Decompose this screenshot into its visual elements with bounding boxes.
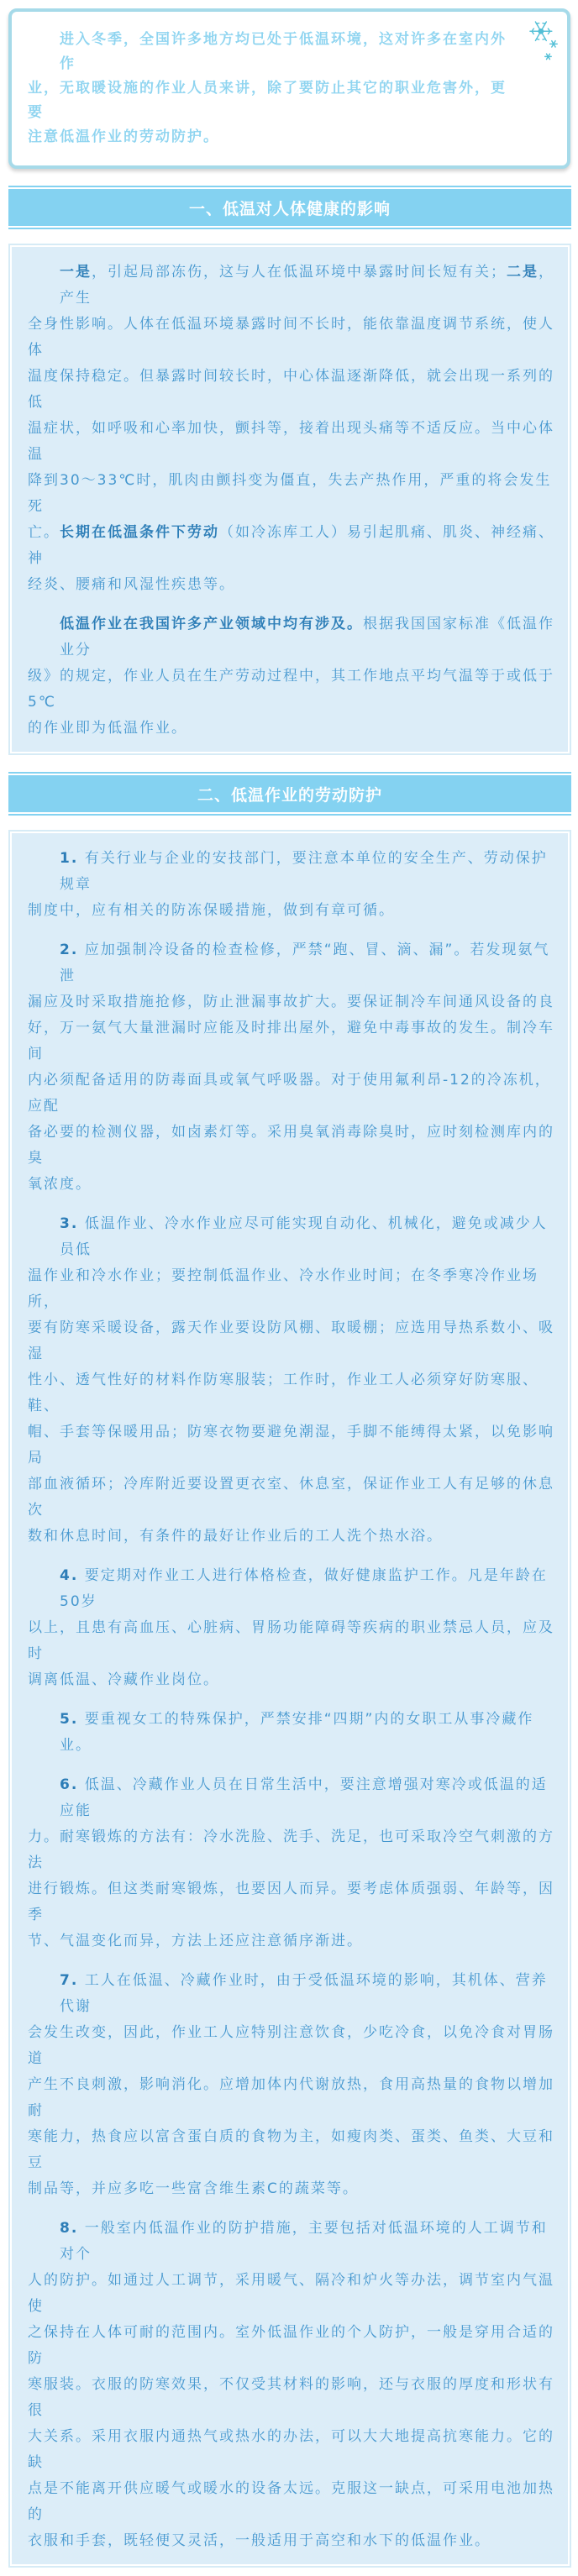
bold-text: 一是 (60, 264, 92, 281)
text-line (28, 2268, 554, 2320)
intro-line: 业，无取暖设施的作业人员来讲，除了要防止其它的职业危害外，更要 (28, 80, 507, 121)
text-line (28, 1563, 554, 1615)
text-line (28, 1524, 554, 1550)
text-line (28, 1419, 554, 1472)
text: 要定期对作业工人进行体格检查，做好健康监护工作。凡是年龄在50岁 (60, 1567, 548, 1610)
text: 数和休息时间，有条件的最好让作业后的工人洗个热水浴。 (28, 1528, 443, 1545)
text: 一般室内低温作业的防护措施，主要包括对低温环境的人工调节和对个 (60, 2220, 548, 2263)
bold-text: 4. (60, 1567, 79, 1584)
text: 应加强制冷设备的检查检修，严禁“跑、冒、滴、漏”。若发现氨气泄 (60, 942, 550, 984)
intro-line: 进入冬季，全国许多地方均已处于低温环境，这对许多在室内外作 (60, 31, 507, 72)
text: 进行锻炼。但这类耐寒锻炼，也要因人而异。要考虑体质强弱、年龄等，因季 (28, 1881, 554, 1923)
text: 经炎、腰痛和风湿性疾患等。 (28, 576, 235, 593)
section-1-box (8, 244, 571, 755)
text: 工人在低温、冷藏作业时，由于受低温环境的影响，其机体、营养代谢 (60, 1972, 548, 2015)
text-line (28, 1876, 554, 1928)
text: 温作业和冷水作业；要控制低温作业、冷水作业时间；在冬季寒冷作业场所， (28, 1267, 539, 1310)
text: 节、气温变化而异，方法上还应注意循序渐进。 (28, 1933, 363, 1949)
text: 之保持在人体可耐的范围内。室外低温作业的个人防护，一般是穿用合适的防 (28, 2324, 554, 2367)
text: 寒能力，热食应以富含蛋白质的食物为主，如瘦肉类、蛋类、鱼类、大豆和豆 (28, 2128, 554, 2171)
text-line (28, 1367, 554, 1419)
text: 人的防护。如通过人工调节，采用暖气、隔冷和炉火等办法，调节室内气温使 (28, 2272, 554, 2315)
paragraph (28, 1707, 554, 1759)
text-line (28, 2424, 554, 2476)
bold-text: 5. (60, 1711, 79, 1728)
text-line (28, 716, 554, 742)
text-line (28, 468, 554, 520)
text-line (28, 2320, 554, 2372)
snowflake-icon (525, 17, 560, 64)
paragraph (28, 260, 554, 598)
text-line (28, 989, 554, 1015)
text: 降到30～33℃时，肌肉由颤抖变为僵直，失去产热作用，严重的将会发生死 (28, 472, 552, 515)
text-line (28, 572, 554, 598)
intro-text (28, 28, 517, 150)
text: 性小、透气性好的材料作防寒服装；工作时，作业工人必须穿好防寒服、鞋、 (28, 1372, 539, 1414)
text: 级》的规定，作业人员在生产劳动过程中，其工作地点平均气温等于或低于5℃ (28, 668, 554, 711)
text-line (28, 2020, 554, 2072)
text-line (28, 1824, 554, 1876)
text: 衣服和手套，既轻便又灵活，一般适用于高空和水下的低温作业。 (28, 2532, 491, 2549)
text-line (28, 898, 554, 924)
text: ，引起局部冻伤，这与人在低温环境中暴露时间长短有关； (92, 264, 507, 281)
text-line (28, 937, 554, 989)
text-line (28, 664, 554, 716)
text-line (28, 1120, 554, 1172)
paragraph (28, 611, 554, 742)
text: 的作业即为低温作业。 (28, 720, 187, 737)
text-line (28, 1928, 554, 1954)
text: 点是不能离开供应暖气或暖水的设备太远。克服这一缺点，可采用电池加热的 (28, 2480, 554, 2523)
text: 氧浓度。 (28, 1176, 92, 1193)
text-line (28, 2072, 554, 2124)
text-line (28, 1968, 554, 2020)
text: 有关行业与企业的安技部门，要注意本单位的安全生产、劳动保护规章 (60, 850, 548, 893)
text-line (28, 1472, 554, 1524)
text: 部血液循环；冷库附近要设置更衣室、休息室，保证作业工人有足够的休息次 (28, 1476, 554, 1519)
text-line (28, 2476, 554, 2528)
text-line (28, 364, 554, 416)
text-line (28, 1667, 554, 1693)
text-line (28, 1772, 554, 1824)
paragraph (28, 1563, 554, 1693)
text: 根据我国国家标准《低温作业分 (60, 616, 554, 658)
text: 温症状，如呼吸和心率加快，颤抖等，接着出现头痛等不适反应。当中心体温 (28, 420, 554, 463)
bold-text: 二是 (507, 264, 539, 281)
text-line (28, 2176, 554, 2202)
text: 内必须配备适用的防毒面具或氧气呼吸器。对于使用氟利昂-12的冷冻机，应配 (28, 1072, 551, 1115)
text: 漏应及时采取措施抢修，防止泄漏事故扩大。要保证制冷车间通风设备的良 (28, 994, 554, 1010)
paragraph (28, 1772, 554, 1954)
text: 调离低温、冷藏作业岗位。 (28, 1671, 219, 1688)
text: 要有防寒采暖设备，露天作业要设防风棚、取暖棚；应选用导热系数小、吸湿 (28, 1319, 554, 1362)
text: 低温作业、冷水作业应尽可能实现自动化、机械化，避免或减少人员低 (60, 1215, 548, 1258)
paragraph (28, 937, 554, 1198)
paragraph (28, 1211, 554, 1550)
text-line (28, 1707, 554, 1759)
text-line (28, 416, 554, 468)
paragraph (28, 846, 554, 924)
text-line (28, 1015, 554, 1068)
section-1-header (8, 186, 571, 229)
text-line (28, 1172, 554, 1198)
section-2-title: 二、低温作业的劳动防护 (8, 775, 571, 812)
bold-text: 1. (60, 850, 79, 867)
text: 制度中，应有相关的防冻保暖措施，做到有章可循。 (28, 902, 395, 919)
text: 制品等，并应多吃一些富含维生素C的蔬菜等。 (28, 2180, 359, 2197)
text-line (28, 1315, 554, 1367)
text-line (28, 520, 554, 572)
bold-text: 低温作业在我国许多产业领域中均有涉及。 (60, 616, 363, 632)
text: 温度保持稳定。但暴露时间较长时，中心体温逐渐降低，就会出现一系列的低 (28, 368, 554, 411)
section-2-header (8, 772, 571, 816)
text-line (28, 846, 554, 898)
text-line (28, 1615, 554, 1667)
bold-text: 8. (60, 2220, 79, 2237)
bold-text: 2. (60, 942, 79, 958)
text: ，产生 (60, 264, 554, 307)
text-line (28, 260, 554, 312)
text-line (28, 2216, 554, 2268)
text: 会发生改变，因此，作业工人应特别注意饮食，少吃冷食，以免冷食对胃肠道 (28, 2024, 554, 2067)
text: 力。耐寒锻炼的方法有：冷水洗脸、洗手、洗足，也可采取冷空气刺激的方法 (28, 1828, 554, 1871)
text: 备必要的检测仪器，如卤素灯等。采用臭氧消毒除臭时，应时刻检测库内的臭 (28, 1124, 554, 1167)
text: 亡。 (28, 524, 60, 541)
bold-text: 3. (60, 1215, 79, 1232)
text: 全身性影响。人体在低温环境暴露时间不长时，能依靠温度调节系统，使人体 (28, 316, 554, 359)
text-line (28, 1263, 554, 1315)
text-line (28, 1068, 554, 1120)
text-line (28, 312, 554, 364)
text: （如冷冻库工人）易引起肌痛、肌炎、神经痛、神 (28, 524, 554, 567)
bold-text: 7. (60, 1972, 79, 1989)
text: 要重视女工的特殊保护，严禁安排“四期”内的女职工从事冷藏作业。 (60, 1711, 534, 1754)
intro-box (8, 8, 570, 169)
text: 低温、冷藏作业人员在日常生活中，要注意增强对寒冷或低温的适应能 (60, 1776, 548, 1819)
section-1-body (12, 247, 568, 752)
text-line (28, 611, 554, 664)
section-1-title: 一、低温对人体健康的影响 (8, 189, 571, 226)
text: 帽、手套等保暖用品；防寒衣物要避免潮湿，手脚不能缚得太紧，以免影响局 (28, 1424, 554, 1466)
text-line (28, 2372, 554, 2424)
bold-text: 长期在低温条件下劳动 (60, 524, 219, 541)
text: 好，万一氨气大量泄漏时应能及时排出屋外，避免中毒事故的发生。制冷车间 (28, 1020, 554, 1062)
text: 寒服装。衣服的防寒效果，不仅受其材料的影响，还与衣服的厚度和形状有很 (28, 2376, 554, 2419)
text: 产生不良刺激，影响消化。应增加体内代谢放热，食用高热量的食物以增加耐 (28, 2076, 554, 2119)
paragraph (28, 1968, 554, 2202)
bold-text: 6. (60, 1776, 79, 1793)
section-2-body (12, 833, 568, 2564)
text-line (28, 2124, 554, 2176)
intro-line: 注意低温作业的劳动防护。 (28, 129, 219, 145)
paragraph (28, 2216, 554, 2554)
text-line (28, 2528, 554, 2554)
text: 以上，且患有高血压、心脏病、胃肠功能障碍等疾病的职业禁忌人员，应及时 (28, 1619, 554, 1662)
text: 大关系。采用衣服内通热气或热水的办法，可以大大地提高抗寒能力。它的缺 (28, 2428, 554, 2471)
text-line (28, 1211, 554, 1263)
section-2-box (8, 830, 571, 2568)
